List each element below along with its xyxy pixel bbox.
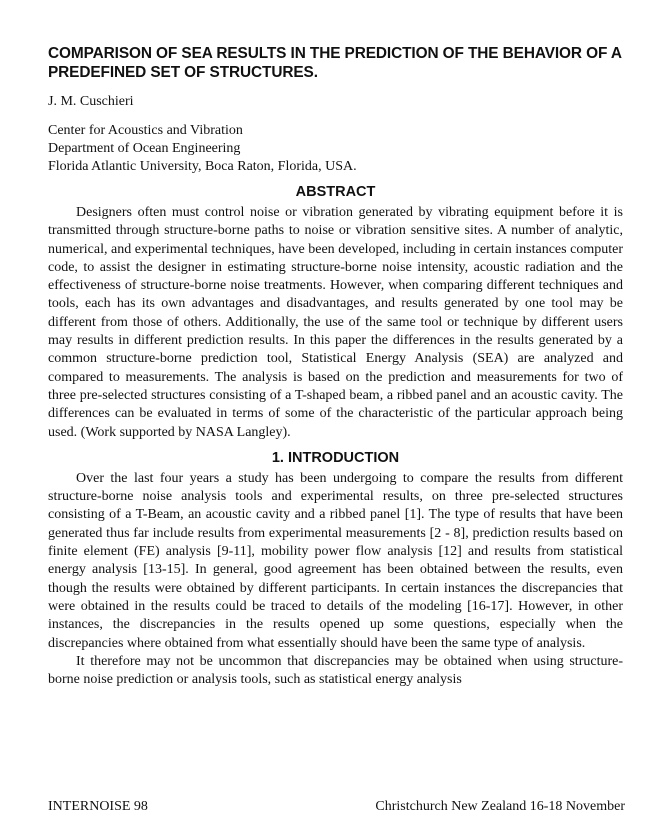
- abstract-paragraph: Designers often must control noise or vibration generated by vibrating equipment before it is transmitted through structure-borne paths to noise or vibration sensitive sites. A number of analytic, numerical, and experimental techniques, have been developed, including in certain instances computer code, to assist the designer in estimating structure-borne noise intensity, acoustic radiation and the effectiveness of structure-borne noise treatments. However, when comparing different techniques and tools, each has its own advantages and disadvantages, and results generated by one tool may be different from those of others. Additionally, the use of the same tool or technique by different users may results in different prediction results. In this paper the differences in the results generated by a common structure-borne prediction tool, Statistical Energy Analysis (SEA) are analyzed and compared to measurements. The analysis is based on the prediction and measurements for two of three pre-selected structures consisting of a T-shaped beam, a ribbed panel and an acoustic cavity. The differences can be evaluated in terms of some of the characteristic of the particular approach being used. (Work supported by NASA Langley).: [48, 205, 623, 440]
- introduction-paragraph: It therefore may not be uncommon that discrepancies may be obtained when using structure-borne noise prediction or analysis tools, such as statistical energy analysis: [48, 653, 623, 688]
- affiliation-line: Florida Atlantic University, Boca Raton, Florida, USA.: [48, 159, 357, 174]
- footer-conference: INTERNOISE 98: [48, 799, 148, 814]
- paper-page: [48, 44, 623, 689]
- author-name: J. M. Cuschieri: [48, 94, 134, 109]
- affiliation-line: Department of Ocean Engineering: [48, 141, 241, 156]
- page-footer: [48, 798, 625, 816]
- introduction-paragraph: Over the last four years a study has been undergoing to compare the results from different structure-borne noise analysis tools and experimental results, on three pre-selected structures consisting of a T-Beam, an acoustic cavity and a ribbed panel [1]. The type of results that have been generated thus far include results from experimental measurements [2 - 8], prediction results based on finite element (FE) analysis [9-11], mobility power flow analysis [12] and results from statistical energy analysis [13-15]. In general, good agreement has been obtained between the results, even though the results were obtained by different participants. In certain instances the discrepancies that were obtained in the results could be traced to details of the modeling [16-17]. However, in other instances, the discrepancies in the results opened up some questions, especially when the discrepancies where obtained from what essentially should have been the same type of analysis.: [48, 470, 623, 651]
- paper-title: COMPARISON OF SEA RESULTS IN THE PREDICTION OF THE BEHAVIOR OF A PREDEFINED SET OF STRUCTURES.: [48, 45, 622, 81]
- author-affiliation: [48, 122, 623, 176]
- affiliation-line: Center for Acoustics and Vibration: [48, 123, 243, 138]
- footer-location-date: Christchurch New Zealand 16-18 November: [375, 799, 625, 814]
- abstract-heading: ABSTRACT: [295, 184, 376, 200]
- introduction-heading: 1. INTRODUCTION: [271, 449, 400, 466]
